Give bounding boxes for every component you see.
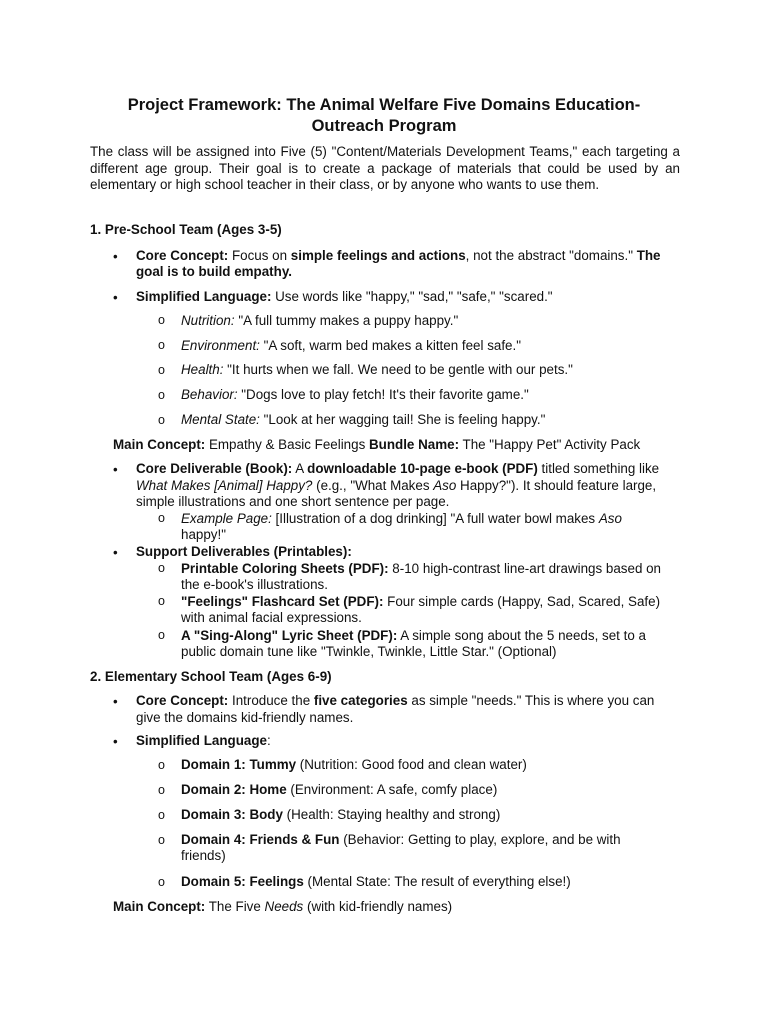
domain-4-line2: friends) (181, 848, 226, 863)
preschool-main-concept: Main Concept: Empathy & Basic Feelings Bundle Name: The "Happy Pet" Activity Pack (113, 437, 641, 452)
title-line-2: Outreach Program (311, 117, 457, 135)
sub-bullet: o (158, 313, 165, 327)
support-item-flashcards-line2: with animal facial expressions. (181, 610, 362, 625)
preschool-support-deliverables: Support Deliverables (Printables): (136, 544, 352, 559)
example-mental-state: Mental State: "Look at her wagging tail! She is feeling happy." (181, 412, 546, 427)
preschool-core-concept-line2: goal is to build empathy. (136, 264, 292, 279)
title-line-1: Project Framework: The Animal Welfare Five Domains Education- (127, 96, 641, 114)
domain-2: Domain 2: Home (Environment: A safe, comfy place) (181, 782, 498, 797)
domain-4: Domain 4: Friends & Fun (Behavior: Getting to play, explore, and be with (181, 832, 621, 847)
domain-1: Domain 1: Tummy (Nutrition: Good food and clean water) (181, 757, 527, 772)
preschool-core-deliverable-line3: simple illustrations and one short sentence per page. (136, 494, 450, 509)
preschool-core-deliverable-line2: What Makes [Animal] Happy? (e.g., "What Makes Aso Happy?"). It should feature large, (136, 478, 657, 493)
elementary-main-concept: Main Concept: The Five Needs (with kid-friendly names) (113, 899, 453, 914)
preschool-core-deliverable: Core Deliverable (Book): A downloadable 10-page e-book (PDF) titled something like (136, 461, 660, 476)
support-item-coloring-line2: the e-book's illustrations. (181, 577, 328, 592)
sub-bullet: o (158, 758, 165, 772)
section-heading-elementary: 2. Elementary School Team (Ages 6-9) (90, 669, 332, 684)
sub-bullet: o (158, 783, 165, 797)
domain-5: Domain 5: Feelings (Mental State: The result of everything else!) (181, 874, 571, 889)
bullet: • (113, 545, 118, 560)
domain-3: Domain 3: Body (Health: Staying healthy and strong) (181, 807, 501, 822)
support-item-flashcards: "Feelings" Flashcard Set (PDF): Four simple cards (Happy, Sad, Scared, Safe) (181, 594, 661, 609)
example-page-line2: happy!" (181, 527, 226, 542)
elementary-simplified-language: Simplified Language: (136, 733, 271, 748)
bullet: • (113, 734, 118, 749)
example-health: Health: "It hurts when we fall. We need to be gentle with our pets." (181, 362, 573, 377)
sub-bullet: o (158, 388, 165, 402)
sub-bullet: o (158, 594, 165, 608)
sub-bullet: o (158, 808, 165, 822)
bullet: • (113, 694, 118, 709)
sub-bullet: o (158, 413, 165, 427)
example-behavior: Behavior: "Dogs love to play fetch! It's their favorite game." (181, 387, 529, 402)
sub-bullet: o (158, 338, 165, 352)
sub-bullet: o (158, 363, 165, 377)
support-item-lyric-sheet: A "Sing-Along" Lyric Sheet (PDF): A simple song about the 5 needs, set to a (181, 628, 646, 643)
sub-bullet: o (158, 875, 165, 889)
support-item-lyric-sheet-line2: public domain tune like "Twinkle, Twinkle, Little Star." (Optional) (181, 644, 557, 659)
sub-bullet: o (158, 561, 165, 575)
elementary-core-concept: Core Concept: Introduce the five categories as simple "needs." This is where you can (136, 693, 655, 708)
example-nutrition: Nutrition: "A full tummy makes a puppy happy." (181, 313, 459, 328)
bullet: • (113, 249, 118, 264)
example-environment: Environment: "A soft, warm bed makes a kitten feel safe." (181, 338, 521, 353)
elementary-core-concept-line2: give the domains kid-friendly names. (136, 710, 354, 725)
example-page: Example Page: [Illustration of a dog drinking] "A full water bowl makes Aso (181, 511, 622, 526)
sub-bullet: o (158, 833, 165, 847)
preschool-simplified-language: Simplified Language: Use words like "happy," "sad," "safe," "scared." (136, 289, 553, 304)
sub-bullet: o (158, 511, 165, 525)
page-title (90, 95, 678, 137)
sub-bullet: o (158, 628, 165, 642)
intro-paragraph: The class will be assigned into Five (5) "Content/Materials Development Teams," each targeting a different age group. Their goal is to create a package of materials that could be used by an elementary or high school teacher in their class, or by anyone who wants to use them. (90, 144, 680, 192)
preschool-core-concept: Core Concept: Focus on simple feelings and actions, not the abstract "domains." The (136, 248, 661, 263)
section-heading-preschool: 1. Pre-School Team (Ages 3-5) (90, 222, 282, 237)
bullet: • (113, 290, 118, 305)
bullet: • (113, 462, 118, 477)
support-item-coloring: Printable Coloring Sheets (PDF): 8-10 high-contrast line-art drawings based on (181, 561, 662, 576)
